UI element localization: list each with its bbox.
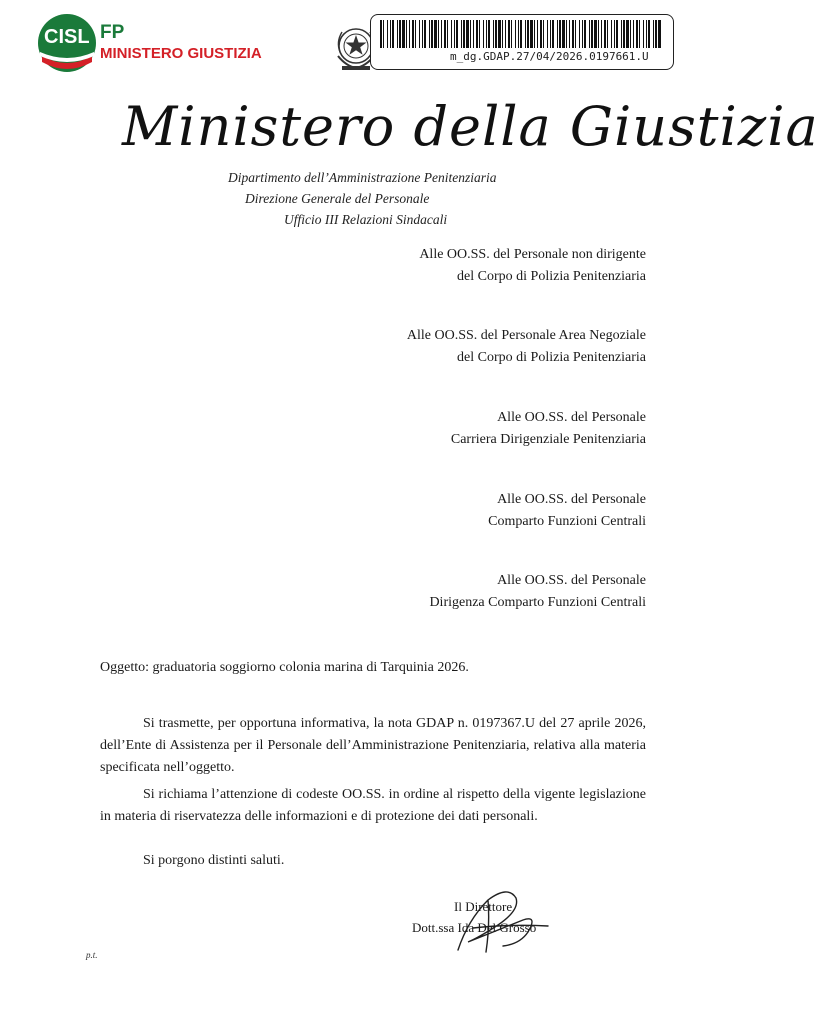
barcode-bar	[390, 20, 391, 48]
barcode-bar	[589, 20, 590, 48]
barcode-bar	[456, 20, 458, 48]
signatory-title: Il Direttore	[454, 899, 513, 914]
barcode-bar	[626, 20, 629, 48]
barcode-bar	[547, 20, 548, 48]
barcode-bar	[653, 20, 654, 48]
barcode-bar	[444, 20, 446, 48]
barcode-bar	[461, 20, 462, 48]
barcode-bar	[383, 20, 384, 48]
barcode-bar	[479, 20, 480, 48]
body-paragraph	[100, 713, 646, 779]
barcode-bar	[566, 20, 567, 48]
paragraph-text: Si porgono distinti saluti.	[143, 853, 285, 868]
barcode-bar	[515, 20, 516, 48]
addressee-line: Comparto Funzioni Centrali	[488, 514, 646, 529]
addressee-block	[419, 244, 646, 288]
logo-brand: CISL	[44, 26, 90, 48]
addressee-line: Carriera Dirigenziale Penitenziaria	[450, 432, 646, 447]
barcode-bar	[550, 20, 551, 48]
barcode-bar	[569, 20, 570, 48]
barcode-bar	[451, 20, 452, 48]
barcode-bar	[422, 20, 423, 48]
barcode-bar	[594, 20, 597, 48]
barcode-bar	[530, 20, 533, 48]
barcode-bar	[658, 20, 661, 48]
barcode-bar	[454, 20, 455, 48]
body-paragraph	[100, 850, 646, 872]
barcode-bar	[607, 20, 608, 48]
barcode-bar	[562, 20, 565, 48]
signature-block	[412, 896, 536, 938]
barcode-bar	[486, 20, 487, 48]
barcode-bar	[402, 20, 405, 48]
barcode-icon	[380, 20, 662, 48]
barcode-bar	[476, 20, 478, 48]
department-line: Dipartimento dell’Amministrazione Penitenziaria	[228, 170, 497, 185]
barcode-bar	[527, 20, 529, 48]
barcode-bar	[572, 20, 574, 48]
barcode-bar	[473, 20, 474, 48]
initials-note: p.t.	[86, 950, 98, 960]
barcode-bar	[534, 20, 535, 48]
barcode-bar	[552, 20, 554, 48]
addressee-line: Alle OO.SS. del Personale	[497, 573, 646, 588]
barcode-bar	[508, 20, 510, 48]
barcode-bar	[431, 20, 433, 48]
barcode-bar	[399, 20, 401, 48]
protocol-number: m_dg.GDAP.27/04/2026.0197661.U	[450, 50, 649, 63]
barcode-bar	[488, 20, 490, 48]
barcode-bar	[540, 20, 542, 48]
barcode-bar	[447, 20, 448, 48]
body-paragraph	[100, 784, 646, 828]
barcode-bar	[466, 20, 469, 48]
barcode-bar	[380, 20, 382, 48]
barcode-bar	[406, 20, 407, 48]
paragraph-text: Si richiama l’attenzione di codeste OO.SS. in ordine al rispetto della vigente legislazione in materia di riservatezza delle informazioni e di protezione dei dati personali.	[100, 787, 646, 824]
addressee-line: del Corpo di Polizia Penitenziaria	[457, 269, 646, 284]
barcode-bar	[495, 20, 497, 48]
barcode-bar	[543, 20, 544, 48]
signatory-name: Dott.ssa Ida Del Grosso	[412, 920, 537, 935]
barcode-bar	[579, 20, 580, 48]
paragraph-text: Si trasmette, per opportuna informativa, la nota GDAP n. 0197367.U del 27 aprile 2026, dell’Ente di Assistenza per il Personale dell’Amministrazione Penitenziaria, relativa alla materia specificata nell’oggetto.	[100, 716, 646, 775]
barcode-bar	[582, 20, 583, 48]
barcode-bar	[630, 20, 631, 48]
barcode-bar	[518, 20, 519, 48]
barcode-bar	[591, 20, 593, 48]
barcode-bar	[655, 20, 657, 48]
barcode-bar	[525, 20, 526, 48]
addressee-block	[488, 489, 646, 533]
addressee-line: Alle OO.SS. del Personale Area Negoziale	[406, 328, 646, 343]
barcode-bar	[616, 20, 618, 48]
logo-org: MINISTERO GIUSTIZIA	[100, 45, 262, 62]
addressee-line: del Corpo di Polizia Penitenziaria	[457, 350, 646, 365]
barcode-bar	[520, 20, 522, 48]
barcode-bar	[557, 20, 558, 48]
logo-division: FP	[100, 22, 125, 43]
barcode-bar	[604, 20, 606, 48]
barcode-bar	[397, 20, 398, 48]
barcode-bar	[412, 20, 414, 48]
barcode-bar	[483, 20, 484, 48]
barcode-bar	[575, 20, 576, 48]
barcode-bar	[434, 20, 437, 48]
barcode-bar	[643, 20, 644, 48]
barcode-bar	[392, 20, 394, 48]
barcode-bar	[598, 20, 599, 48]
office-line: Ufficio III Relazioni Sindacali	[284, 212, 448, 227]
addressee-block	[451, 407, 646, 451]
barcode-bar	[424, 20, 426, 48]
barcode-bar	[623, 20, 625, 48]
barcode-bar	[505, 20, 506, 48]
directorate-line: Direzione Generale del Personale	[245, 191, 430, 206]
addressee-line: Alle OO.SS. del Personale	[497, 492, 646, 507]
barcode-bar	[633, 20, 634, 48]
addressee-block	[407, 325, 646, 369]
barcode-bar	[470, 20, 471, 48]
addressee-line: Alle OO.SS. del Personale	[497, 410, 646, 425]
barcode-bar	[429, 20, 430, 48]
barcode-bar	[511, 20, 512, 48]
barcode-bar	[648, 20, 650, 48]
subject-line: Oggetto: graduatoria soggiorno colonia marina di Tarquinia 2026.	[100, 660, 469, 675]
barcode-bar	[639, 20, 640, 48]
barcode-bar	[415, 20, 416, 48]
addressee-block	[429, 570, 646, 614]
barcode-bar	[502, 20, 503, 48]
barcode-bar	[463, 20, 465, 48]
barcode-bar	[584, 20, 586, 48]
barcode-bar	[621, 20, 622, 48]
barcode-bar	[559, 20, 561, 48]
barcode-bar	[409, 20, 410, 48]
addressee-line: Dirigenza Comparto Funzioni Centrali	[429, 595, 646, 610]
barcode-bar	[498, 20, 501, 48]
barcode-bar	[419, 20, 420, 48]
addressee-line: Alle OO.SS. del Personale non dirigente	[419, 247, 646, 262]
barcode-bar	[601, 20, 602, 48]
barcode-bar	[537, 20, 538, 48]
barcode-bar	[611, 20, 612, 48]
barcode-bar	[387, 20, 388, 48]
barcode-bar	[636, 20, 638, 48]
barcode-bar	[441, 20, 442, 48]
barcode-bar	[614, 20, 615, 48]
barcode-bar	[493, 20, 494, 48]
barcode-bar	[438, 20, 439, 48]
ministry-title: Ministero della Giustizia	[122, 95, 819, 158]
barcode-bar	[646, 20, 647, 48]
